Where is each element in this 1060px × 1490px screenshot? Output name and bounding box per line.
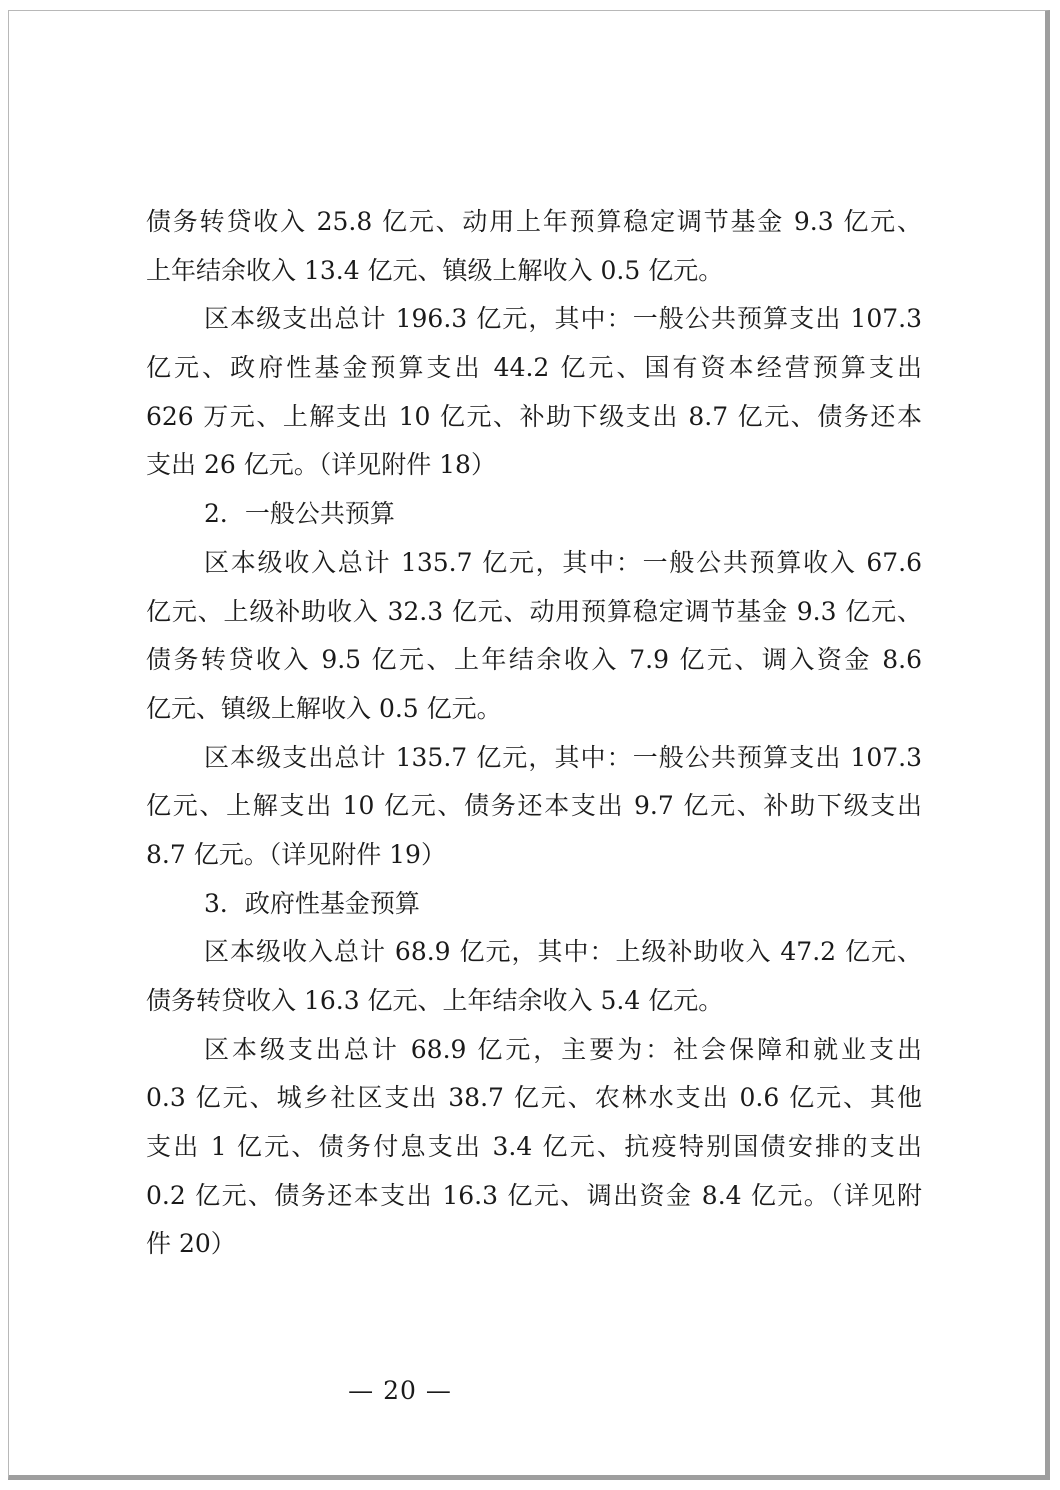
paragraph-line: 区本级收入总计 68.9 亿元，其中：上级补助收入 47.2 亿元、 [204, 937, 922, 967]
page-number: — 20 — [348, 1376, 452, 1405]
paragraph-line: 亿元、镇级上解收入 0.5 亿元。 [146, 693, 502, 723]
paragraph-line: 件 20） [146, 1229, 236, 1259]
paragraph-line: 债务转贷收入 16.3 亿元、上年结余收入 5.4 亿元。 [146, 986, 724, 1015]
paragraph-line: 债务转贷收入 9.5 亿元、上年结余收入 7.9 亿元、调入资金 8.6 [146, 645, 922, 675]
paragraph-line: 0.3 亿元、城乡社区支出 38.7 亿元、农林水支出 0.6 亿元、其他 [146, 1083, 922, 1113]
paragraph-line: 区本级支出总计 135.7 亿元，其中：一般公共预算支出 107.3 [204, 742, 922, 772]
paragraph-line: 支出 1 亿元、债务付息支出 3.4 亿元、抗疫特别国债安排的支出 [146, 1132, 922, 1162]
paragraph-line: 亿元、上级补助收入 32.3 亿元、动用预算稳定调节基金 9.3 亿元、 [146, 596, 922, 626]
section-heading: 3．政府性基金预算 [204, 888, 420, 918]
section-heading: 2．一般公共预算 [204, 499, 395, 529]
paragraph-line: 上年结余收入 13.4 亿元、镇级上解收入 0.5 亿元。 [146, 255, 724, 285]
paragraph-line: 8.7 亿元。（详见附件 19） [146, 839, 446, 869]
paragraph-line: 区本级收入总计 135.7 亿元，其中：一般公共预算收入 67.6 [204, 547, 922, 577]
paragraph-line: 区本级支出总计 196.3 亿元，其中：一般公共预算支出 107.3 [204, 304, 922, 334]
document-body [146, 198, 922, 1269]
paragraph-line: 区本级支出总计 68.9 亿元，主要为：社会保障和就业支出 [204, 1034, 922, 1064]
paragraph-line: 亿元、上解支出 10 亿元、债务还本支出 9.7 亿元、补助下级支出 [146, 791, 922, 821]
paragraph-line: 626 万元、上解支出 10 亿元、补助下级支出 8.7 亿元、债务还本 [146, 401, 922, 431]
paragraph-line: 支出 26 亿元。（详见附件 18） [146, 450, 496, 480]
paragraph-line: 0.2 亿元、债务还本支出 16.3 亿元、调出资金 8.4 亿元。（详见附 [146, 1180, 922, 1210]
paragraph-line: 亿元、政府性基金预算支出 44.2 亿元、国有资本经营预算支出 [146, 353, 922, 383]
paragraph-line: 债务转贷收入 25.8 亿元、动用上年预算稳定调节基金 9.3 亿元、 [146, 207, 922, 236]
